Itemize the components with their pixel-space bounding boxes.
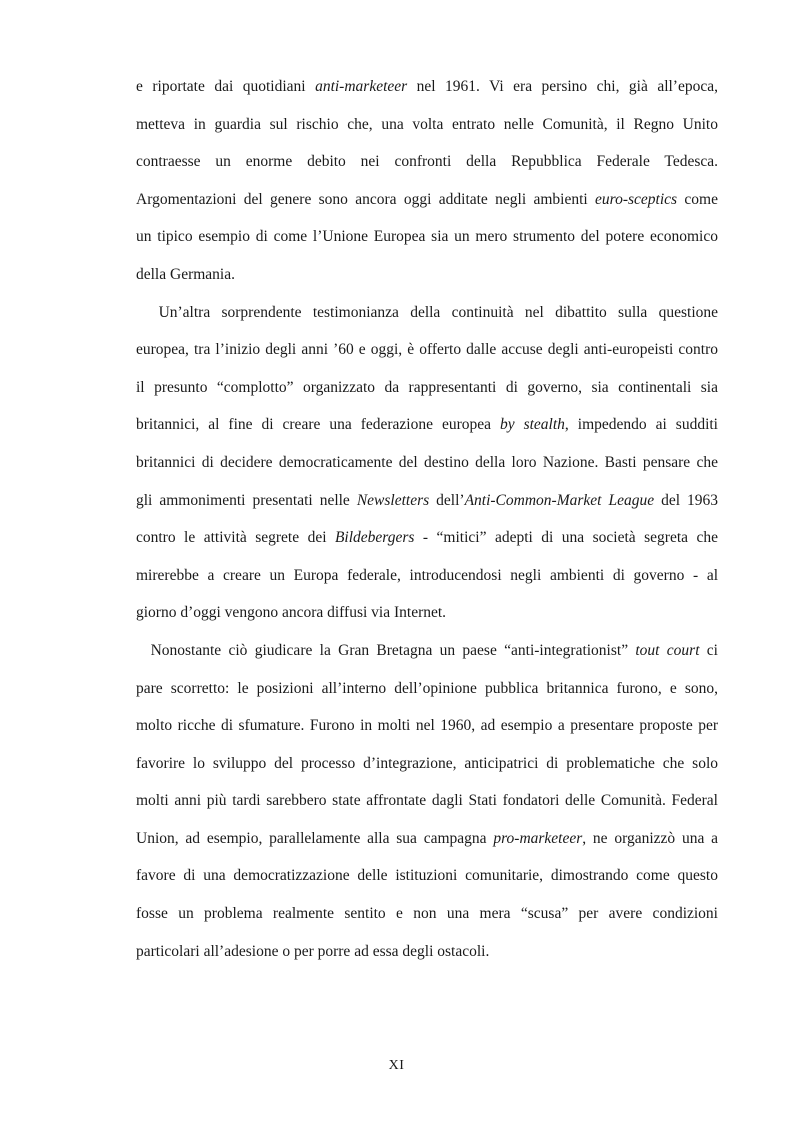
italic-text: euro-sceptics — [595, 190, 678, 208]
italic-text: anti-marketeer — [315, 78, 408, 95]
text-line — [136, 374, 718, 412]
text-line — [136, 524, 718, 562]
text-line — [136, 411, 718, 449]
text-run: , impedendo ai sudditi — [564, 416, 718, 434]
text-line — [136, 900, 718, 938]
text-run: - “mitici” adepti di una società segreta che — [414, 529, 718, 547]
text-run: il presunto “complotto” organizzato da rappresentanti di governo, sia continentali sia — [136, 378, 718, 396]
text-run: molto ricche di sfumature. Furono in molti nel 1960, ad esempio a presentare proposte per — [136, 717, 718, 735]
text-line — [136, 261, 718, 299]
text-line — [136, 299, 718, 337]
text-line — [136, 825, 718, 863]
italic-text: pro-marketeer — [493, 829, 583, 847]
text-line — [136, 336, 718, 374]
text-run: particolari all’adesione o per porre ad essa degli ostacoli. — [136, 942, 490, 960]
text-line — [136, 223, 718, 261]
body-text — [136, 73, 718, 975]
text-run: europea, tra l’inizio degli anni ’60 e oggi, è offerto dalle accuse degli anti-europeisti contro — [136, 341, 718, 359]
italic-text: Bildebergers — [334, 529, 415, 547]
text-run: favorire lo sviluppo del processo d’integrazione, anticipatrici di problematiche che solo — [136, 754, 718, 772]
text-line — [136, 111, 718, 149]
text-run: Union, ad esempio, parallelamente alla sua campagna — [136, 829, 494, 847]
text-line — [136, 750, 718, 788]
text-run: della Germania. — [136, 265, 235, 283]
page-number: XI — [388, 1058, 405, 1073]
text-line — [136, 73, 718, 111]
text-run: del 1963 — [654, 491, 718, 509]
paragraph — [136, 637, 718, 975]
text-line — [136, 487, 718, 525]
italic-text: Newsletters — [356, 491, 430, 509]
text-line — [136, 599, 718, 637]
text-run: contro le attività segrete dei — [136, 529, 335, 547]
text-run: contraesse un enorme debito nei confronti della Repubblica Federale Tedesca. — [136, 153, 718, 171]
text-run: favore di una democratizzazione delle istituzioni comunitarie, dimostrando come questo — [136, 867, 718, 885]
text-line — [136, 862, 718, 900]
text-run: Nonostante ciò giudicare la Gran Bretagna un paese “anti-integrationist” — [136, 641, 636, 659]
text-line — [136, 186, 718, 224]
italic-text: tout court — [635, 641, 700, 659]
text-line — [136, 787, 718, 825]
text-run: nel 1961. Vi era persino chi, già all’epoca, — [407, 78, 718, 95]
text-line — [136, 675, 718, 713]
text-run: Argomentazioni del genere sono ancora oggi additate negli ambienti — [136, 190, 596, 208]
text-run: mirerebbe a creare un Europa federale, introducendosi negli ambienti di governo - al — [136, 566, 718, 584]
text-run: giorno d’oggi vengono ancora diffusi via Internet. — [136, 604, 447, 622]
italic-text: by stealth — [499, 416, 565, 434]
text-run: ci — [699, 641, 718, 659]
text-run: Un’altra sorprendente testimonianza della continuità nel dibattito sulla questione — [136, 303, 718, 321]
text-line — [136, 938, 718, 976]
text-run: metteva in guardia sul rischio che, una volta entrato nelle Comunità, il Regno Unito — [136, 115, 718, 133]
text-line — [136, 449, 718, 487]
text-run: dell’ — [429, 491, 465, 509]
text-run: fosse un problema realmente sentito e non una mera “scusa” per avere condizioni — [136, 905, 718, 923]
text-line — [136, 562, 718, 600]
text-run: britannici di decidere democraticamente del destino della loro Nazione. Basti pensare che — [136, 453, 718, 471]
text-run: pare scorretto: le posizioni all’interno dell’opinione pubblica britannica furono, e sono, — [136, 679, 718, 697]
paragraph — [136, 299, 718, 637]
text-run: britannici, al fine di creare una federazione europea — [136, 416, 500, 434]
text-run: , ne organizzò una a — [582, 829, 718, 847]
italic-text: Anti-Common-Market League — [464, 491, 655, 509]
text-run: molti anni più tardi sarebbero state affrontate dagli Stati fondatori delle Comunità. Federal — [136, 792, 718, 810]
text-run: come — [677, 190, 718, 208]
text-line — [136, 637, 718, 675]
text-run: e riportate dai quotidiani — [136, 78, 316, 95]
text-line — [136, 712, 718, 750]
paragraph — [136, 73, 718, 299]
text-run: gli ammonimenti presentati nelle — [136, 491, 357, 509]
text-line — [136, 148, 718, 186]
text-run: un tipico esempio di come l’Unione Europea sia un mero strumento del potere economico — [136, 228, 718, 246]
